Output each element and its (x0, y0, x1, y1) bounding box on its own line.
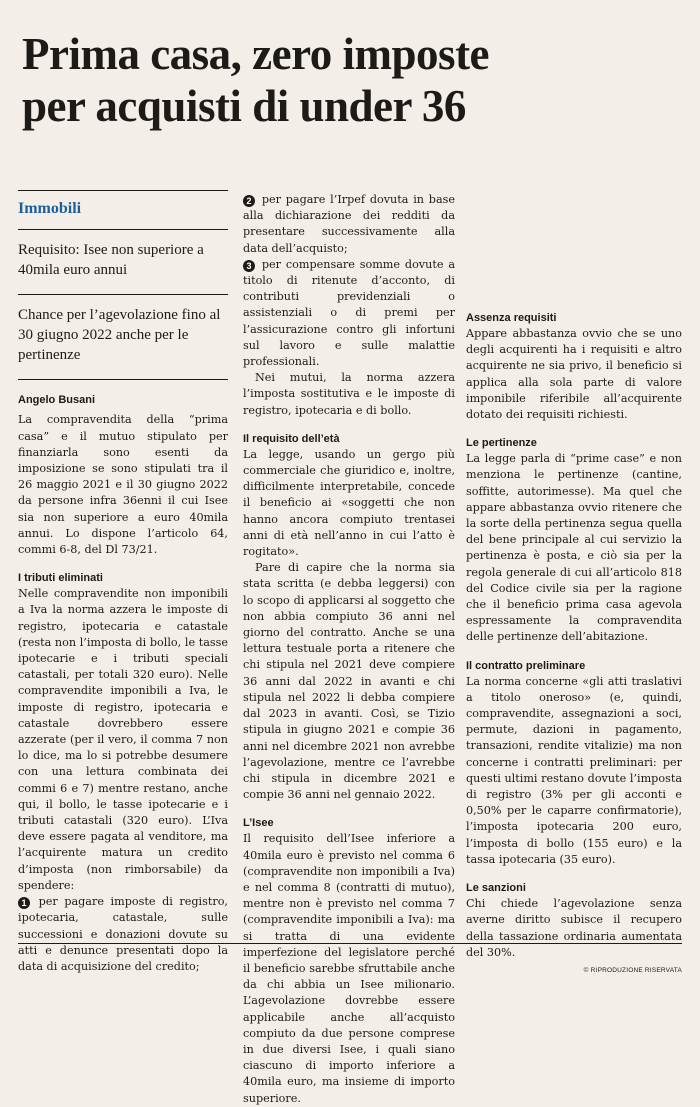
lead-paragraph: La compravendita della “prima casa” e il mutuo stipulato per finanziarla sono esenti da imposizione se sono stipulati tra il 26 maggio 2021 e il 30 giugno 2022 da persone infra 36enni il cui Isee sia non superiore a euro 40mila annui. Lo dispone l’articolo 64, commi 6-8, del Dl 73/21. (18, 413, 228, 557)
headline-line-2: per acquisti di under 36 (22, 81, 466, 131)
list-item-3-text: per compensare somme dovute a titolo di ritenute d’acconto, di contributi previdenziali o assistenziali o di premi per l’assicurazione contro gli infortuni sul lavoro e sulle malattie professionali. (243, 257, 455, 369)
number-2-icon: 2 (243, 195, 255, 207)
eta-paragraph-2: Pare di capire che la norma sia stata scritta (e debba leggersi) con lo scopo di applicarsi al soggetto che non abbia compiuto 36 anni nel giorno del contratto. Anche se una lettura testuale porta a ritenere che chi stipula nel 2021 deve compiere 36 anni dal 2022 in avanti e chi stipula nel 2022 li debba compiere dal 2023 in avanti. Così, se Tizio stipula in giugno 2021 e compie 36 anni nel dicembre 2021 non avrebbe l’agevolazione, mentre ce l’avrebbe chi stipula in dicembre 2021 e compie 36 anni nel gennaio 2022. (243, 561, 455, 802)
list-item-2 (243, 192, 455, 257)
author-byline: Angelo Busani (18, 394, 96, 407)
bottom-divider (18, 943, 682, 944)
headline (22, 28, 682, 132)
subhead-isee: L’Isee (243, 817, 274, 830)
list-item-3 (243, 257, 455, 370)
column-2 (243, 192, 455, 1107)
assenza-paragraph: Appare abbastanza ovvio che se uno degli acquirenti ha i requisiti e altro acquirente ne sia privo, il beneficio si applica alla sola parte di valore imponibile riferibile all’acquirente dotato dei requisiti richiesti. (466, 327, 682, 422)
top-divider (18, 190, 228, 191)
subhead-eta: Il requisito dell’età (243, 432, 340, 445)
subhead-sanzioni: Le sanzioni (466, 882, 526, 895)
tributi-body: Nelle compravendite non imponibili a Iva la norma azzera le imposte di registro, ipotecaria e catastale (resta non l’imposta di bollo, le tasse ipotecarie e i tributi speciali catastali, per totali 320 euro). Nelle compravendite imponibili a Iva, le imposte di registro, ipotecaria e catastale dovrebbero essere azzerate (per il vero, il comma 7 non lo dice, ma lo si potrebbe desumere con una lettura combinata dei commi 6 e 7) mentre restano, anche qui, il bollo, le tasse ipotecarie e i tributi catastali (320 euro). L’Iva deve essere pagata al venditore, ma l’acquirente matura un credito d’imposta (non rimborsabile) da spendere: (18, 587, 228, 892)
divider (18, 379, 228, 380)
subhead-pertinenze: Le pertinenze (466, 437, 537, 450)
list-item-1-text: per pagare imposte di registro, ipotecaria, catastale, sulle successioni e donazioni dovute su atti e denunce presentati dopo la data di acquisizione del credito; (18, 895, 228, 973)
summary-1: Requisito: Isee non superiore a 40mila euro annui (18, 242, 204, 279)
number-1-icon: 1 (18, 897, 30, 909)
summary-2: Chance per l’agevolazione fino al 30 giugno 2022 anche per le pertinenze (18, 307, 221, 364)
list-item-2-text: per pagare l’Irpef dovuta in base alla dichiarazione dei redditi da presentare successivamente alla data dell’acquisto; (243, 193, 455, 255)
section-tag[interactable]: Immobili (18, 200, 82, 217)
column-3 (466, 192, 682, 979)
mutui-paragraph: Nei mutui, la norma azzera l’imposta sostitutiva e le imposte di registro, ipotecaria e di bollo. (243, 371, 455, 417)
sanzioni-paragraph: Chi chiede l’agevolazione senza averne diritto subisce il recupero della tassazione ordinaria aumentata del 30%. (466, 897, 682, 959)
eta-paragraph-1: La legge, usando un gergo più commerciale che giuridico e, inoltre, difficilmente interpretabile, concede il beneficio ai «soggetti che non hanno ancora compiuto trentasei anni di età nell’anno in cui l’atto è rogitato». (243, 447, 455, 559)
copyright: © RIPRODUZIONE RISERVATA (583, 966, 682, 974)
subhead-tributi: I tributi eliminati (18, 572, 103, 585)
subhead-assenza: Assenza requisiti (466, 312, 557, 324)
preliminare-paragraph: La norma concerne «gli atti traslativi a titolo oneroso» (e, quindi, compravendite, assegnazioni a soci, permute, dazioni in pagamento, transazioni, rendite vitalizie) ma non concerne i contratti preliminari: per questi ultimi restano dovute l’imposta di registro (3% per gli acconti e 0,50% per le caparre confirmatorie), l’imposta ipotecaria 200 euro, l’imposta di bollo (155 euro) e la tassa ipotecaria (35 euro). (466, 674, 682, 866)
headline-line-1: Prima casa, zero imposte (22, 29, 490, 79)
isee-paragraph: Il requisito dell’Isee inferiore a 40mila euro è previsto nel comma 6 (compravendite non imponibili a Iva) e nel comma 8 (contratti di mutuo), mentre non è previsto nel comma 7 (compravendite imponibili a Iva): ma si tratta di una evidente imperfezione del legislatore perché il beneficio sarebbe sfruttabile anche da chi abbia un Isee milionario. L’agevolazione dovrebbe essere applicabile anche all’acquisto compiuto da due persone comprese in due diversi Isee, i quali siano ciascuno di importo inferiore a 40mila euro, ma insieme di importo superiore. (243, 832, 455, 1105)
pertinenze-paragraph: La legge parla di “prime case” e non menziona le pertinenze (cantine, soffitte, autorimesse). Ma quel che appare abbastanza ovvio ritenere che la sorte della pertinenza segua quella del bene principale al cui servizio la pertinenza è posta, e ciò sia per la regola generale di cui all’articolo 818 del Codice civile sia per la ragione che il beneficio prima casa agevola espressamente la compravendita delle pertinenze dell’abitazione. (466, 452, 682, 644)
column-1 (18, 190, 228, 975)
number-3-icon: 3 (243, 260, 255, 272)
subhead-preliminare: Il contratto preliminare (466, 659, 586, 672)
list-item-1 (18, 894, 228, 975)
